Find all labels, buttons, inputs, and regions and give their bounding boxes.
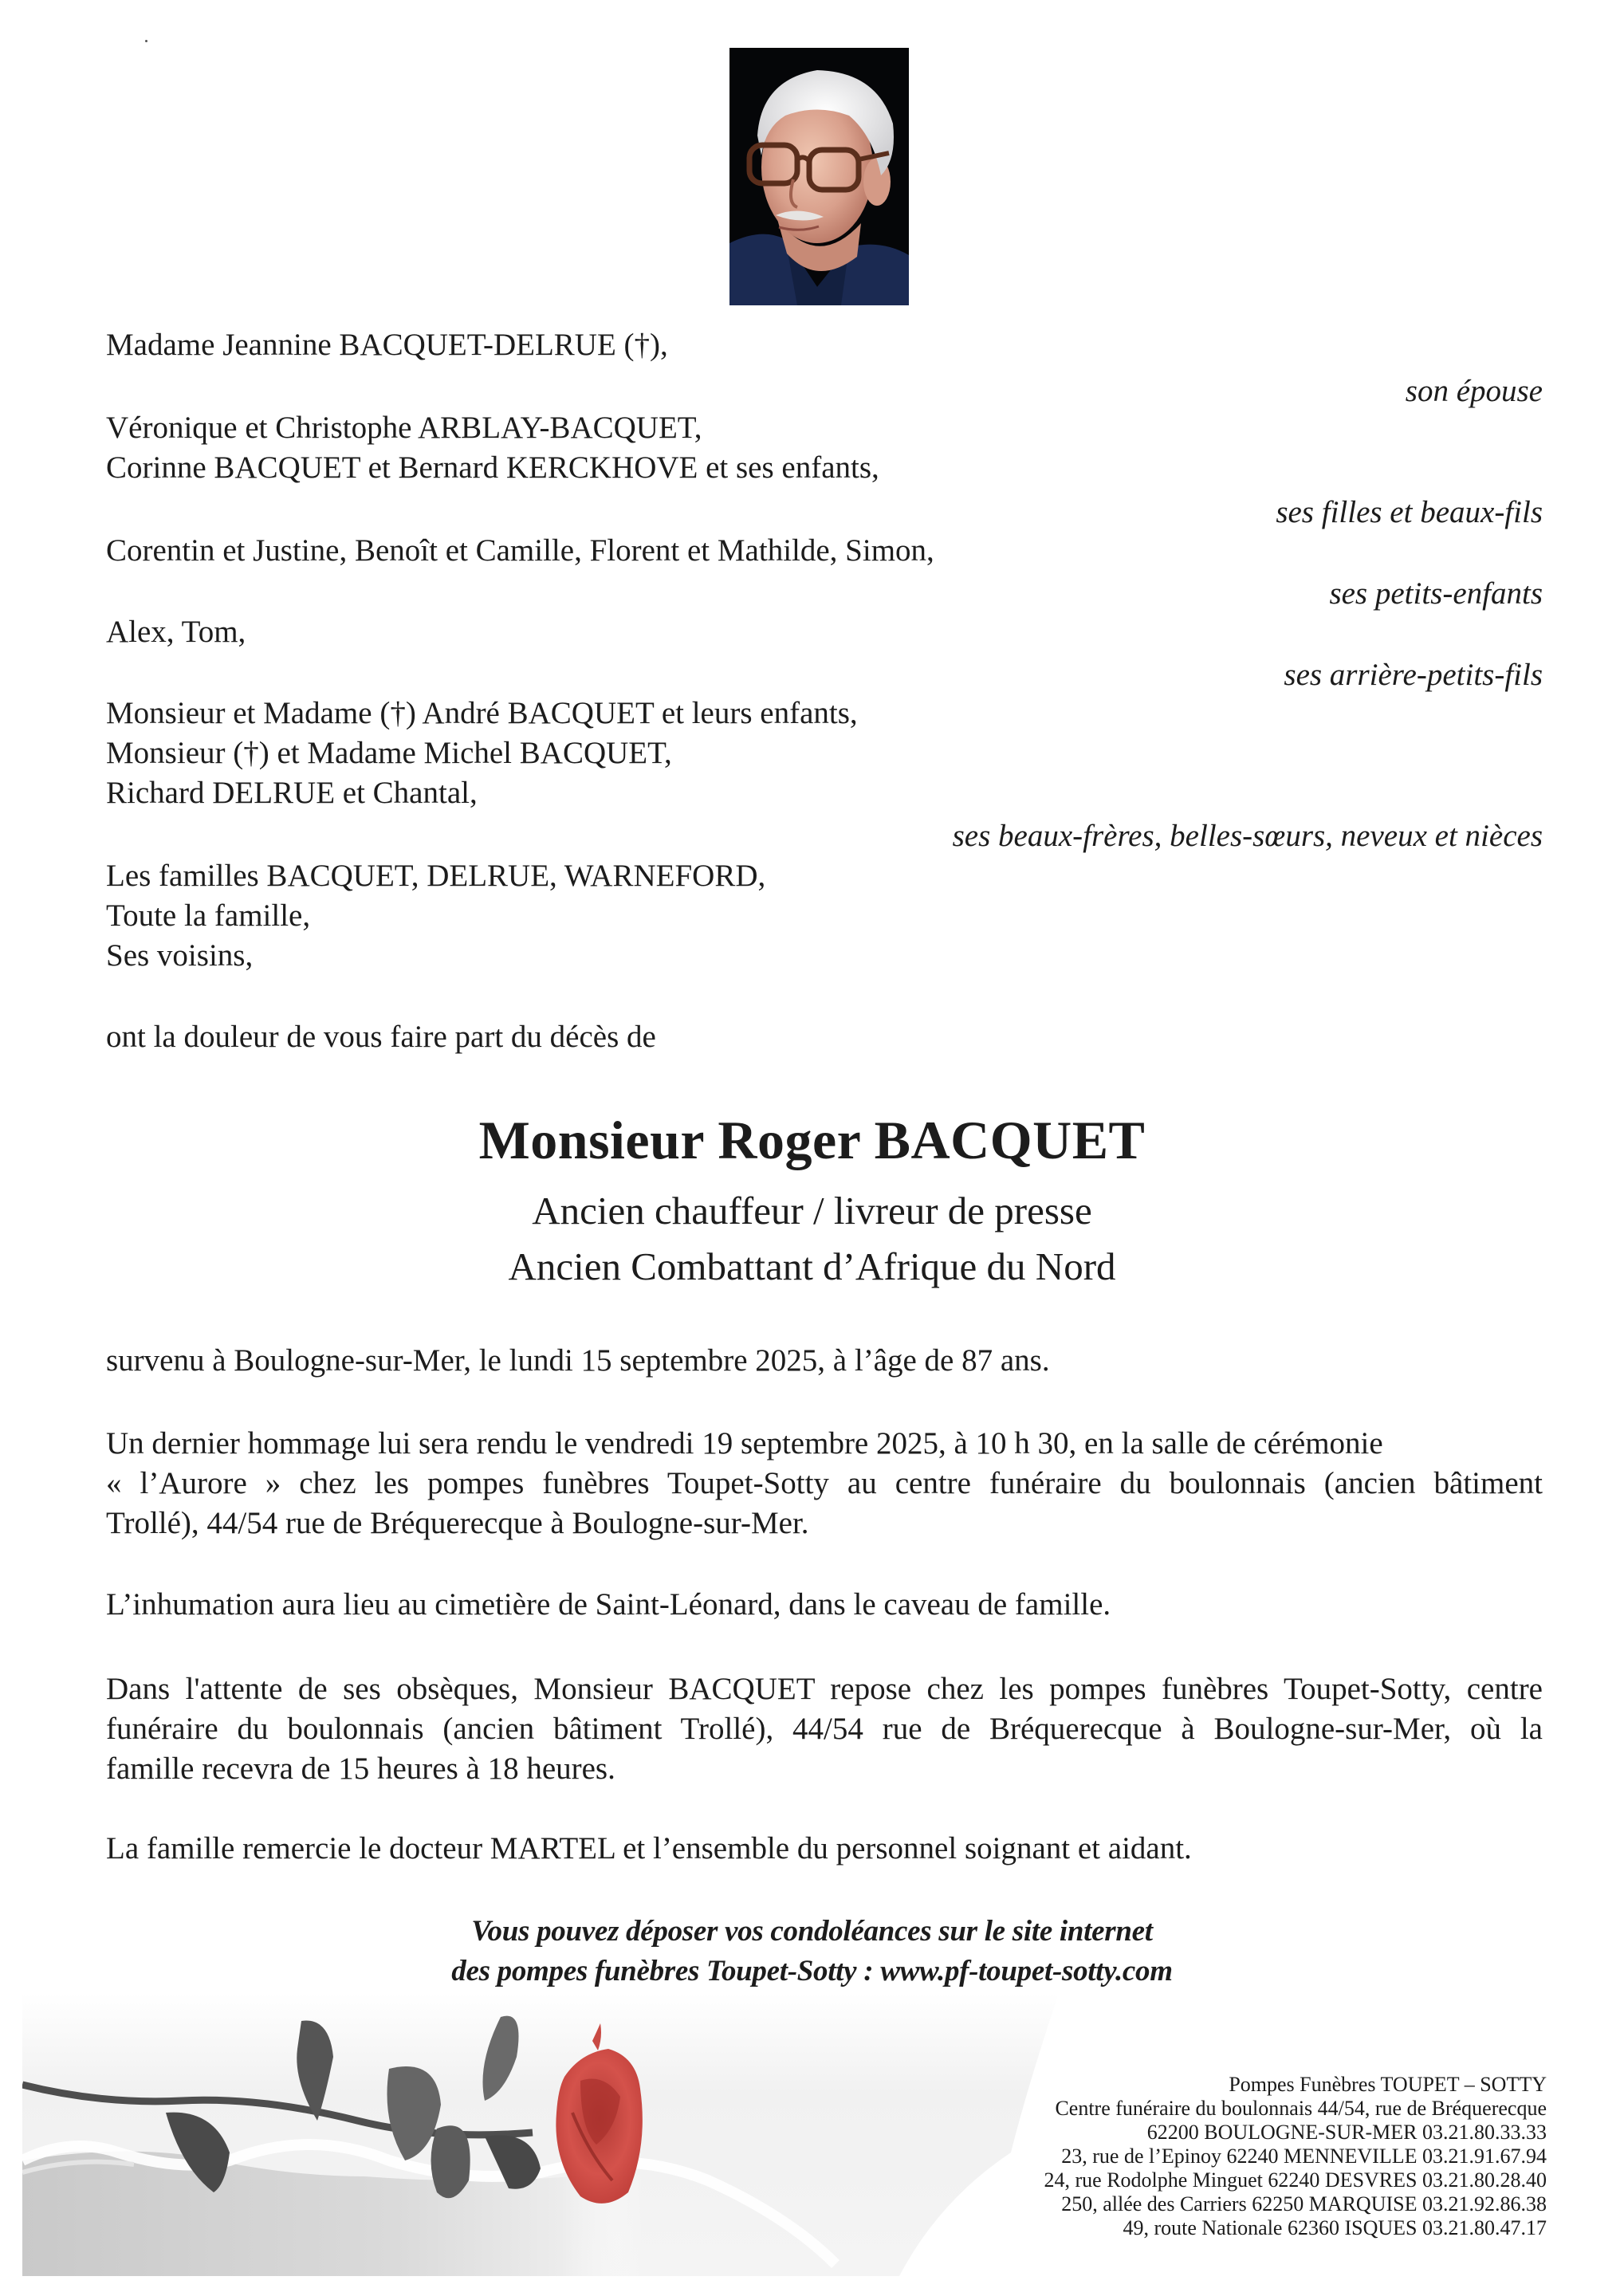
funeral-home-city-phone: 62200 BOULOGNE-SUR-MER 03.21.80.33.33	[1146, 2121, 1547, 2144]
family-line-inlaws-2: Monsieur (†) et Madame Michel BACQUET,	[106, 736, 672, 770]
family-line-grandchildren: Corentin et Justine, Benoît et Camille, Florent et Mathilde, Simon,	[106, 533, 934, 568]
family-line-great-grandchildren: Alex, Tom,	[106, 615, 246, 649]
ceremony-line: Un dernier hommage lui sera rendu le vendredi 19 septembre 2025, à 10 h 30, en la salle de cérémonie	[106, 1426, 1383, 1461]
condolences-line-2: des pompes funèbres Toupet-Sotty : www.pf-toupet-sotty.com	[451, 1955, 1173, 1987]
thanks-notice: La famille remercie le docteur MARTEL et l’ensemble du personnel soignant et aidant.	[106, 1831, 1192, 1866]
condolences-line-1: Vous pouvez déposer vos condoléances sur le site internet	[471, 1915, 1153, 1948]
deceased-name: Monsieur Roger BACQUET	[478, 1110, 1146, 1170]
burial-notice: L’inhumation aura lieu au cimetière de Saint-Léonard, dans le caveau de famille.	[106, 1587, 1111, 1622]
funeral-home-address: Centre funéraire du boulonnais 44/54, rue de Bréquerecque	[1055, 2097, 1547, 2120]
funeral-home-name: Pompes Funèbres TOUPET – SOTTY	[1229, 2073, 1547, 2096]
death-notice: survenu à Boulogne-sur-Mer, le lundi 15 septembre 2025, à l’âge de 87 ans.	[106, 1343, 1050, 1378]
portrait-image	[729, 48, 909, 305]
family-line-inlaws-1: Monsieur et Madame (†) André BACQUET et leurs enfants,	[106, 696, 858, 730]
relation-daughters: ses filles et beaux-fils	[1276, 495, 1543, 529]
ceremony-line: « l’Aurore » chez les pompes funèbres Toupet-Sotty au centre funéraire du boulonnais (ancien bâtiment	[106, 1466, 1543, 1500]
relation-inlaws: ses beaux-frères, belles-sœurs, neveux et nièces	[952, 819, 1543, 853]
agency-isques: 49, route Nationale 62360 ISQUES 03.21.80.47.17	[1123, 2216, 1547, 2239]
announcement-text: ont la douleur de vous faire part du décès de	[106, 1020, 656, 1054]
family-line-inlaws-3: Richard DELRUE et Chantal,	[106, 776, 478, 810]
relation-spouse: son épouse	[1405, 374, 1543, 408]
deceased-veteran-title: Ancien Combattant d’Afrique du Nord	[508, 1244, 1116, 1288]
portrait-photo	[729, 48, 909, 305]
scan-speck	[145, 40, 147, 42]
deceased-occupation: Ancien chauffeur / livreur de presse	[532, 1189, 1092, 1233]
viewing-line: famille recevra de 15 heures à 18 heures.	[106, 1751, 615, 1786]
viewing-line: Dans l'attente de ses obsèques, Monsieur BACQUET repose chez les pompes funèbres Toupet-Sotty, centre	[106, 1672, 1543, 1706]
agency-menneville: 23, rue de l’Epinoy 62240 MENNEVILLE 03.21.91.67.94	[1061, 2145, 1547, 2168]
ceremony-line: Trollé), 44/54 rue de Bréquerecque à Boulogne-sur-Mer.	[106, 1506, 809, 1540]
family-line-all-family: Toute la famille,	[106, 898, 311, 933]
relation-grandchildren: ses petits-enfants	[1329, 576, 1543, 611]
relation-great-grandchildren: ses arrière-petits-fils	[1284, 658, 1543, 692]
viewing-line: funéraire du boulonnais (ancien bâtiment Trollé), 44/54 rue de Bréquerecque à Boulogne-sur-Mer, où la	[106, 1712, 1543, 1746]
ceremony-paragraph	[106, 1424, 1543, 1543]
family-line-neighbours: Ses voisins,	[106, 938, 254, 973]
agency-desvres: 24, rue Rodolphe Minguet 62240 DESVRES 03.21.80.28.40	[1044, 2168, 1547, 2192]
viewing-paragraph	[106, 1669, 1543, 1789]
funeral-home-contact	[1044, 2073, 1547, 2240]
agency-marquise: 250, allée des Carriers 62250 MARQUISE 03.21.92.86.38	[1061, 2192, 1547, 2215]
family-line-daughter-2: Corinne BACQUET et Bernard KERCKHOVE et ses enfants,	[106, 450, 879, 485]
family-line-families: Les familles BACQUET, DELRUE, WARNEFORD,	[106, 859, 766, 893]
family-line-spouse: Madame Jeannine BACQUET-DELRUE (†),	[106, 328, 668, 362]
family-line-daughter-1: Véronique et Christophe ARBLAY-BACQUET,	[106, 411, 702, 445]
